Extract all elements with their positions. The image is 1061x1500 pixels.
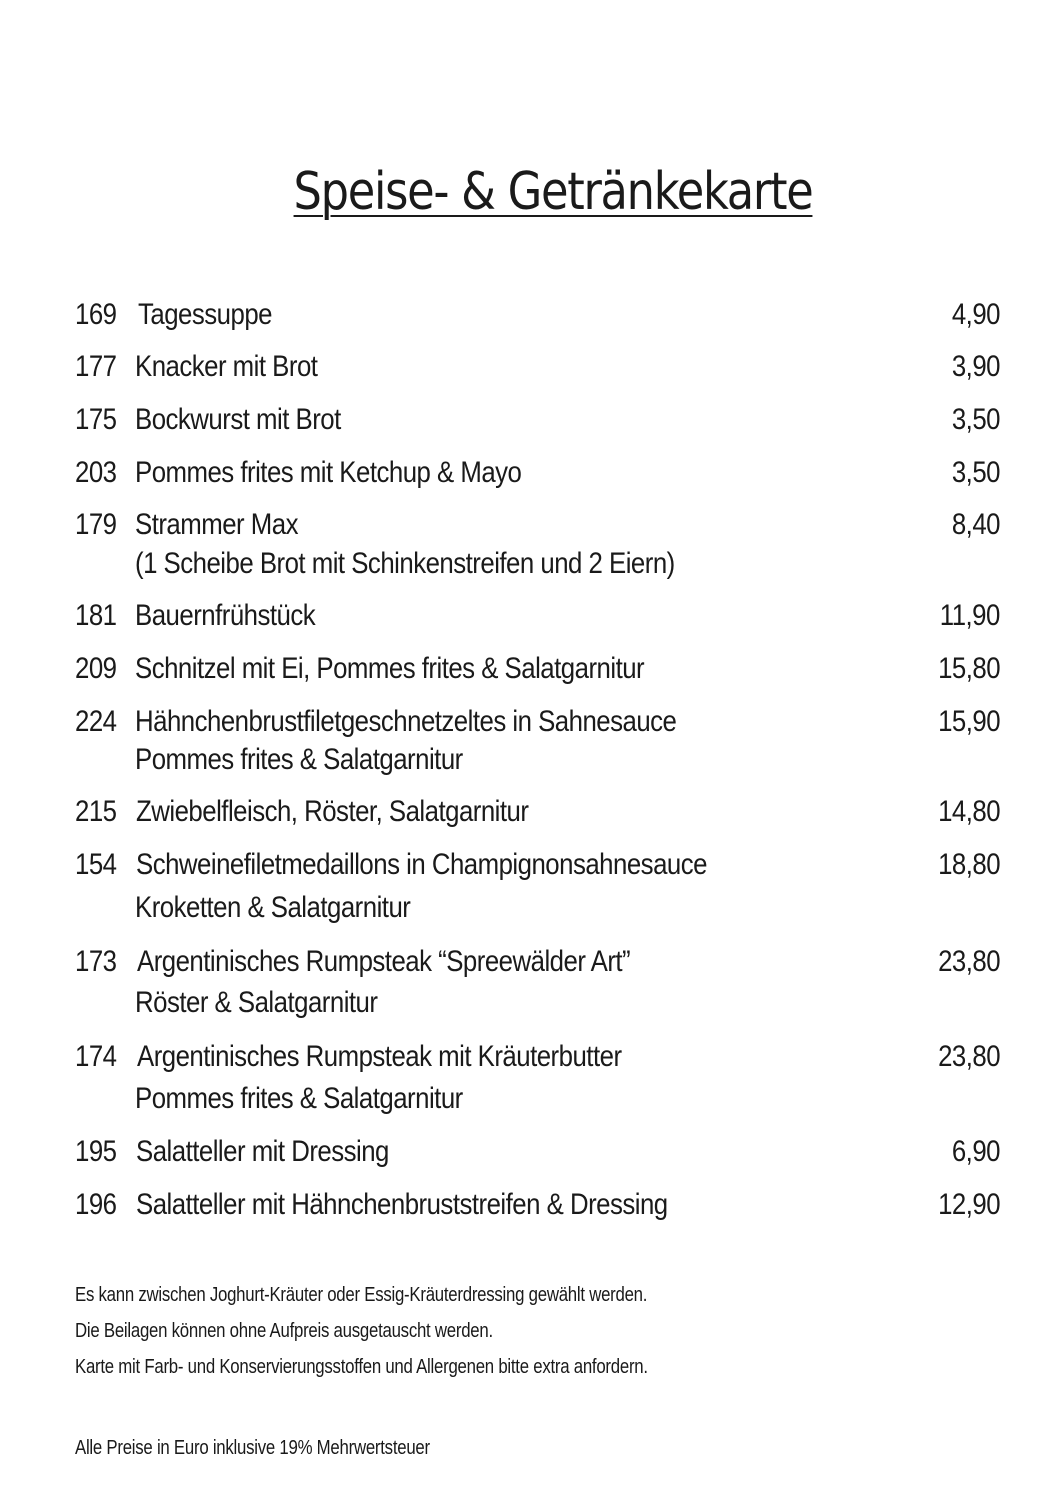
item-price: 3,50 — [951, 403, 1000, 436]
item-price: 3,50 — [951, 456, 1000, 489]
menu-title-text: Speise- & Getränkekarte — [293, 162, 813, 222]
page-title — [77, 160, 1028, 224]
item-name: Argentinisches Rumpsteak “Spreewälder Art” — [137, 945, 631, 978]
item-number: 169 — [75, 298, 117, 331]
item-price: 23,80 — [938, 945, 1000, 978]
note-allergens: Karte mit Farb- und Konservierungsstoffen und Allergenen bitte extra anfordern. — [75, 1356, 648, 1378]
item-name: Argentinisches Rumpsteak mit Kräuterbutter — [137, 1040, 622, 1073]
item-number: 209 — [75, 652, 117, 685]
item-description: (1 Scheibe Brot mit Schinkenstreifen und 2 Eiern) — [135, 547, 675, 580]
item-price: 8,40 — [951, 508, 1000, 541]
item-description: Röster & Salatgarnitur — [135, 986, 378, 1019]
item-number: 177 — [75, 350, 117, 383]
item-name: Bockwurst mit Brot — [135, 403, 341, 436]
item-price: 11,90 — [939, 599, 1000, 632]
item-name: Tagessuppe — [138, 298, 272, 331]
item-price: 4,90 — [951, 298, 1000, 331]
item-number: 203 — [75, 456, 117, 489]
item-description: Kroketten & Salatgarnitur — [135, 891, 411, 924]
item-number: 196 — [75, 1188, 117, 1221]
item-number: 181 — [75, 599, 117, 632]
item-price: 23,80 — [938, 1040, 1000, 1073]
item-name: Schnitzel mit Ei, Pommes frites & Salatgarnitur — [135, 652, 645, 685]
item-name: Bauernfrühstück — [135, 599, 316, 632]
item-name: Pommes frites mit Ketchup & Mayo — [135, 456, 522, 489]
item-number: 224 — [75, 705, 117, 738]
note-sides: Die Beilagen können ohne Aufpreis ausgetauscht werden. — [75, 1320, 493, 1342]
item-number: 215 — [75, 795, 117, 828]
note-dressing: Es kann zwischen Joghurt-Kräuter oder Essig-Kräuterdressing gewählt werden. — [75, 1284, 648, 1306]
item-number: 175 — [75, 403, 117, 436]
item-name: Salatteller mit Dressing — [136, 1135, 389, 1168]
item-price: 12,90 — [938, 1188, 1000, 1221]
item-name: Knacker mit Brot — [135, 350, 318, 383]
item-price: 6,90 — [951, 1135, 1000, 1168]
vat-note: Alle Preise in Euro inklusive 19% Mehrwertsteuer — [75, 1437, 430, 1459]
item-number: 174 — [75, 1040, 117, 1073]
item-description: Pommes frites & Salatgarnitur — [135, 1082, 463, 1115]
item-price: 3,90 — [951, 350, 1000, 383]
item-number: 154 — [75, 848, 117, 881]
item-name: Hähnchenbrustfiletgeschnetzeltes in Sahnesauce — [135, 705, 677, 738]
item-name: Strammer Max — [135, 508, 298, 541]
item-price: 15,80 — [938, 652, 1000, 685]
item-name: Schweinefiletmedaillons in Champignonsahnesauce — [136, 848, 707, 881]
item-description: Pommes frites & Salatgarnitur — [135, 743, 463, 776]
item-price: 18,80 — [938, 848, 1000, 881]
item-number: 195 — [75, 1135, 117, 1168]
item-name: Salatteller mit Hähnchenbruststreifen & Dressing — [136, 1188, 668, 1221]
item-price: 15,90 — [938, 705, 1000, 738]
item-price: 14,80 — [938, 795, 1000, 828]
item-number: 173 — [75, 945, 117, 978]
item-number: 179 — [75, 508, 117, 541]
item-name: Zwiebelfleisch, Röster, Salatgarnitur — [136, 795, 529, 828]
